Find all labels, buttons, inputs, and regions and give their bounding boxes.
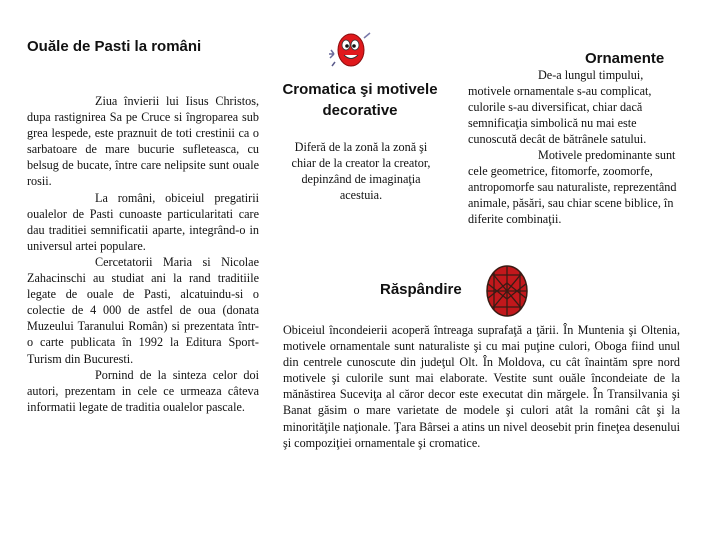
paragraph-ornamente-history: De-a lungul timpului, motivele ornamentale s-au complicat, culorile s-au diversificat, chiar dacă semnificaţia simbolică nu mai este cunoscută decât de bătrânele satului. <box>468 68 652 146</box>
cromatica-text: Diferă de la zonă la zonă şi chiar de la creator la creator, depinzând de imaginaţia acestuia. <box>291 140 431 202</box>
section-heading-raspandire: Răspândire <box>380 281 462 298</box>
raspandire-text: Obiceiul încondeierii acoperă întreaga suprafaţă a ţării. În Muntenia şi Oltenia, motivele ornamentale sunt naturaliste şi cu mai puţine culori, Oboga fiind unul din centrele cunoscute din judeţul Olt. În Moldova, cu cât înaintăm spre nord motivele şi culorile sunt mai elaborate. Vestite sunt ouăle încondeiate de la mănăstirea Suceviţa al căror decor este executat din mărgele. În Transilvania şi Banat găsim o mare varietate de modele şi culori atât la români cât şi la minorităţile naţionale. Ţara Bârsei a atins un nivel deosebit prin fineţea desenului şi compoziţiei ornamentale şi cromatice. <box>283 323 680 450</box>
section-heading-cromatica: Cromatica şi motivele decorative <box>282 81 438 119</box>
paragraph-tradition: La români, obiceiul pregatirii oualelor de Pasti cunoaste particularitati care dau traditiei semnificatii aparte, integrând-o in universul artei populare. <box>27 190 259 253</box>
left-column <box>27 93 259 415</box>
paragraph-researchers: Cercetatorii Maria si Nicolae Zahacinschi au studiat ani la rand traditiile legate de ouale de Pasti, alcatuindu-si o colectie de 4 000 de astfel de oua (donata Muzeului Taranului Român) si prezentata într-o carte publicata în 1992 la Editura Sport-Turism din Bucuresti. <box>27 254 259 366</box>
page-title: Ouăle de Pasti la români <box>27 38 202 55</box>
right-column <box>468 67 684 227</box>
section-heading-ornamente: Ornamente <box>585 50 665 67</box>
paragraph-easter-intro: Ziua învierii lui Iisus Christos, dupa rastignirea Sa pe Cruce si îngroparea sub grea lespede, este praznuit de toti crestinii ca o sarbatoare de mare bucurie sufleteasca, cu belsug de bucate, între care nelipsite sunt ouale rosii. <box>27 94 259 189</box>
paragraph-synthesis: Pornind de la sinteza celor doi autori, prezentam in cele ce urmeaza câteva informatii legate de traditia oualelor pascale. <box>27 367 259 414</box>
paragraph-ornamente-motifs: Motivele predominante sunt cele geometrice, fitomorfe, zoomorfe, antropomorfe sau naturaliste, reprezentând animale, păsări, sau chiar scene biblice, în diferite combinaţii. <box>468 148 677 226</box>
egg-mascot-icon <box>326 24 374 72</box>
decorated-egg-icon <box>484 263 530 317</box>
